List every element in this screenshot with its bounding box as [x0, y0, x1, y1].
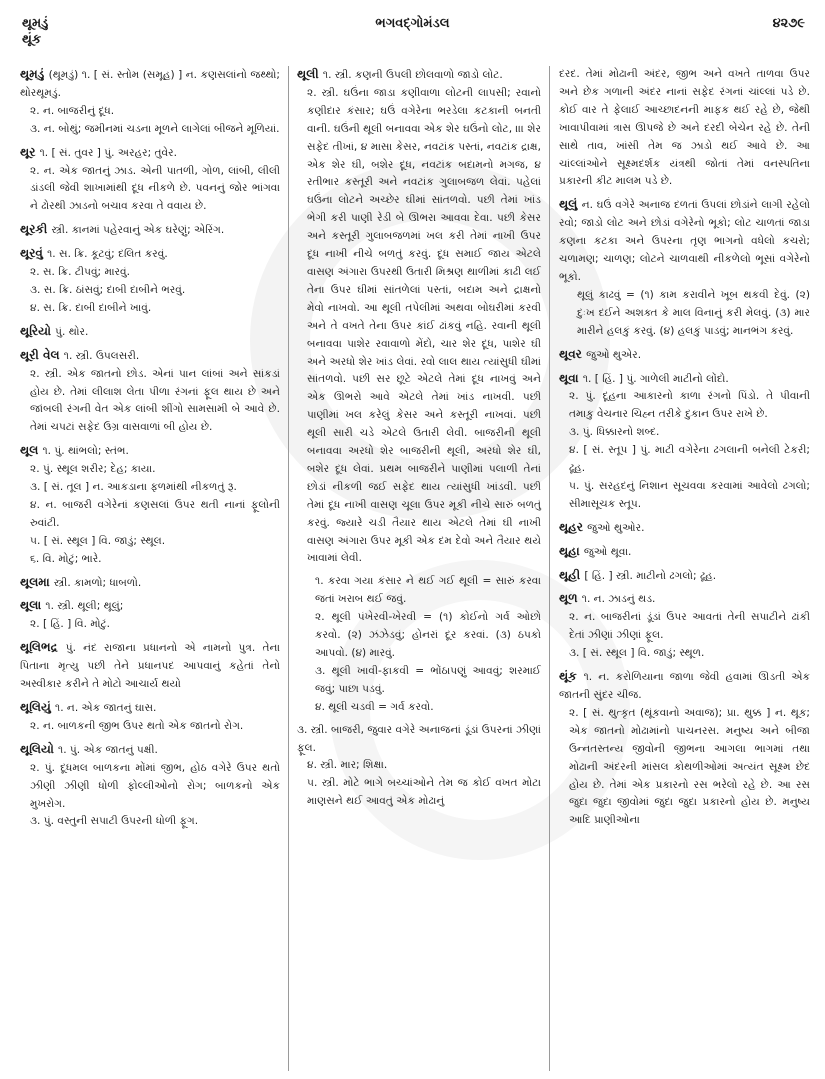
headword: થૂલ [20, 443, 43, 458]
definition-text: [ હિં. ] સ્ત્રી. માટીનો ઢગલો; ઢૂહ. [584, 569, 717, 582]
headword: થૂરી વેલ [20, 347, 64, 362]
sense-text: ૪. ન. બાજરી વગેરેનાં કણસલાં ઉપર થતી નાનાં ફૂલોની રુવાંટી. [30, 498, 280, 529]
definition-text: ૧. સ્ત્રી. થૂલી; થૂલું; [45, 600, 124, 613]
sense-text: ૩. [ સં. સ્થૂલ ] વિ. જાડું; સ્થૂળ. [569, 647, 705, 660]
dictionary-entry [559, 66, 810, 191]
dictionary-entry [20, 597, 280, 634]
sense-text: ૩. પું. વસ્તુની સપાટી ઉપરની ધોળી ફૂગ. [30, 815, 199, 828]
headword: થૂવર [559, 346, 587, 361]
headword: થૂલી [297, 67, 323, 81]
headword: થૂંક [559, 669, 584, 684]
sense-text: ૫. [ સં. સ્થૂલ ] વિ. જાડું; સ્થૂલ. [30, 534, 166, 547]
definition-text: ૩. સ્ત્રી. બાજરી, જુવાર વગેરે અનાજનાં ડૂંડાં ઉપરનાં ઝીણાં ફૂલ. [297, 723, 541, 754]
headword: થૂળ [559, 591, 582, 606]
definition-text: ૧. ન. કરોળિયાના જાળા જેવી હવામાં ઊડતી એક જાતની સુંદર ચીજ. [559, 671, 810, 701]
dictionary-entry [559, 543, 810, 562]
headword: થૂલિયો [20, 741, 58, 756]
definition-text: પું. થોર. [55, 325, 89, 338]
definition-text: ૧. [ હિં. ] પું. ગાળેલી માટીનો લોંદો. [582, 372, 729, 385]
dictionary-entry [297, 573, 541, 716]
sense-text: ૨. પું. દૂહના આકારનો કાળા રંગનો પિંડો. તે પીવાની તમાકુ વેચનાર ચિહ્ન તરીકે દુકાન ઉપર રાખે છે. [569, 390, 810, 421]
definition-text: ૧. ન. એક જાતનું ઘાસ. [55, 702, 157, 714]
headword: થૂરકી [20, 222, 52, 237]
dictionary-entry [559, 370, 810, 514]
dictionary-entry [20, 66, 280, 139]
column-middle [288, 66, 550, 1071]
headword: થૂહા [559, 543, 584, 558]
page-number: ૪૨૭૯ [772, 16, 805, 31]
dictionary-entry [559, 196, 810, 340]
dictionary-entry [559, 590, 810, 663]
definition-text: પું. નંદ રાજાના પ્રધાનનો એ નામનો પુત્ર. તેના પિતાના મૃત્યુ પછી તેને પ્રધાનપદ આપવાનું કહેતાં તેનો અસ્વીકાર કરીને તે મોટો આચાર્ય થયો [20, 642, 281, 691]
sense-text: ૩. સ. ક્રિ. ઠાંસવું; દાબી દાબીને ભરવું. [30, 283, 186, 296]
sense-text: ૫. સ્ત્રી. મોટે ભાગે બચ્ચાંઓને તેમ જ કોઈ વખત મોટા માણસને થઈ આવતું એક મોઢાનું [307, 777, 541, 808]
guide-word-last: થૂંક [22, 32, 42, 47]
definition-text: ૧. પું. એક જાતનું પક્ષી. [58, 743, 158, 756]
sense-text: ૨. સ્ત્રી. એક જાતનો છોડ. એનાં પાન લાંબાં અને સાંકડાં હોય છે. તેમાં લીલાશ લેતા પીળા રંગનાં ફૂલ થાય છે અને જાંબલી રંગની વેત એક લાંબી શીંગો સામસામી બે આવે છે. તેમાં ચપટાં સફેદ ઉગ્ર વાસવાળાં બી હોય છે. [30, 367, 280, 434]
headword: થૂરવું [20, 246, 48, 261]
sense-text: ૩. [ સં. તૂલ ] ન. આકડાના ફળમાંથી નીકળતું રૂ. [30, 481, 237, 494]
definition-text: જુઓ થુએર. [586, 348, 642, 361]
dictionary-entry [20, 347, 280, 438]
definition-text: ૧. ન. ઝાડનું થડ. [581, 593, 656, 606]
dictionary-entry [20, 639, 280, 694]
headword: થૂહી [559, 567, 585, 582]
sense-text: ૨. પું. સ્થૂલ શરીર; દેહ; કાયા. [30, 463, 156, 476]
dictionary-title: ભગવદ્ગોમંડલ [375, 16, 450, 31]
dictionary-entry [20, 442, 280, 568]
idiom-text: થૂલું કાઢવું = (૧) કામ કરાવીને ખૂબ થકવી દેવું. (૨) દુઃખ દઈને અશક્ત કે માલ વિનાનું કરી મેલવું. (૩) માર મારીને હલકું કરવું. (૪) હલકું પાડવું; માનભંગ કરવું. [577, 288, 810, 337]
sense-text: ૨. [ હિં. ] વિ. મોટું. [30, 618, 111, 631]
sense-text: ૪. સ્ત્રી. માર; શિક્ષા. [307, 759, 388, 772]
definition-text: ૧. [ સં. તુવર ] પું. અરહર; તુવેર. [39, 146, 177, 159]
headword: થૂલમા [20, 574, 54, 589]
definition-text: ૧. સ્ત્રી. કણની ઉપલી છોલવાળો જાડો લોટ. [322, 69, 503, 81]
definition-text: સ્ત્રી. કાનમાં પહેરવાનું એક ઘરેણું; એરિંગ. [51, 224, 225, 237]
sense-text: ૨. સ. ક્રિ. ટીપવું; મારવું. [30, 266, 131, 279]
headword: થૂહર [559, 519, 588, 534]
definition-text: દરદ. તેમાં મોઢાની અંદર, જીભ અને વખતે તાળવા ઉપર અને છેક ગળાની અંદર નાનાં સફેદ રંગનાં ચાંલ્લાં પડે છે. કોઈ વાર તે ફેલાઈ આચ્છાદનની માફક થઈ રહે છે, જેથી ખાવાપીવામાં ત્રાસ ઊપજે છે અને દરદી બેચેન રહે છે. તેની સાથે તાવ, ખાંસી તેમ જ ઝાડો થઈ આવે છે. આ ચાંલ્લાંઓને સૂક્ષ્મદર્શક યંત્રથી જોતાં તેમાં વનસ્પતિના પ્રકારની કીટ માલમ પડે છે. [559, 68, 810, 188]
dictionary-entry [20, 699, 280, 736]
headword: થૂવા [559, 370, 583, 385]
idiom-text: ૪. થૂલી ચડવી = ગર્વ કરવો. [315, 700, 434, 713]
headword: થૂર [20, 144, 40, 159]
headword: થૂલું [559, 197, 582, 212]
headword: થૂરિયો [20, 323, 56, 338]
sense-text: ૫. પું. સરહદનું નિશાન સૂચવવા કરવામાં આવેલો ઢગલો; સીમાસૂચક સ્તૂપ. [569, 479, 810, 510]
dictionary-entry [297, 722, 541, 812]
definition-text: જુઓ થુઓર. [587, 521, 645, 534]
sense-text: ૨. સ્ત્રી. ઘઉંના જાડા કણીવાળા લોટની લાપસી; રવાનો કણીદાર કંસાર; ઘઉં વગેરેના ભરડેલા કટકાની બનતી વાની. ઘઉંની થૂલી બનાવવા એક શેર ઘઉંનો લોટ, ।।। શેર સફેદ તીખાં, ૪ માસા કેસર, નવટાંક પસ્તાં, નવટાંક દ્રાક્ષ, એક શેર ઘી, બશેર દૂધ, નવટાંક બદામનો મગજ, ૪ રતીભાર કસ્તૂરી અને નવટાંક ગુલાબજળ લેવાં. પહેલાં ઘઉંના લોટને અચ્છેર ઘીમાં સાંતળવો. પછી તેમાં ખાંડ ભેગી કરી પાણી રેડી બે ઊભરા આવવા દેવા. પછી કેસર અને કસ્તૂરી ગુલાબજળમાં ખલ કરી તેમાં નાખી ઉપર દૂધ નાખી નીચે બળતું કરવું. દૂધ સમાઈ જાય એટલે વાસણ અંગારા ઉપરથી ઉતારી મિશ્રણ થાળીમાં કાઢી લઈ તેના ઉપર ઘીમાં સાંતળેલાં પસ્તાં, બદામ અને દ્રાક્ષનો મેવો નાખવો. આ થૂલી તપેલીમાં અથવા બોઘરીમાં કરવી અને તે વખતે તેના ઉપર કાંઈ ઢાંકવું નહિ. રવાની થૂલી બનાવવા પાશેર રવાવાળો મેંદો, ચાર શેર દૂધ, પાશેર ઘી અને અરધો શેર ખાંડ લેવાં. રવો લાલ થાય ત્યાંસુધી ઘીમાં સાંતળવો. પછી સર છૂટે એટલે તેમાં દૂધ નાખવું અને એક ઊભરો આવે એટલે તેમાં ખાંડ નાખવી. પછી પાણીમાં ખલ કરેલું કેસર અને કસ્તૂરી નાખવાં. પછી થૂલી સારી ચડે એટલે ઉતારી લેવી. બાજરીની થૂલી બનાવવા અરધો શેર બાજરીની થૂલી, અરધો શેર ઘી, બશેર દૂધ લેવાં. પ્રથમ બાજરીને પાણીમાં પલાળી તેનાં છોડાં નીકળી જઈ સફેદ થાય ત્યાંસુધી ખાંડવી. પછી તેમાં દૂધ નાખી વાસણ ચૂલા ઉપર મૂકી નીચે સારું બળતું કરવું. જ્યારે ચડી તૈયાર થાય એટલે તેમાં ઘી નાખી વાસણ અંગારા ઉપર મૂકી એક દમ દેવો અને તૈયાર થયે ખાવામાં લેવી. [307, 86, 541, 565]
sense-text: ૪. [ સં. સ્તૂપ ] પું. માટી વગેરેના ઢગલાની બનેલી ટેકરી; ઢૂહ. [569, 444, 810, 475]
dictionary-entry [559, 668, 810, 830]
dictionary-entry [559, 346, 810, 365]
sense-text: ૩. ન. બોથું; જમીનમાં ચડના મૂળને લાગેલાં બીજને મૂળિયાં. [30, 122, 280, 135]
column-left [20, 66, 288, 1071]
dictionary-entry [20, 574, 280, 593]
definition-text: ૧. સ. ક્રિ. કૂટવું; દલિત કરવું. [47, 248, 168, 261]
sense-text: ૪. સ. ક્રિ. દાબી દાબીને ખાવું. [30, 301, 152, 314]
headword: થૂલિભદ્ર [20, 640, 66, 655]
column-right [550, 66, 810, 1071]
dictionary-entry [20, 221, 280, 240]
dictionary-entry [20, 323, 280, 342]
sense-text: ૬. વિ. મોટું; ભારે. [30, 552, 102, 565]
guide-word-first: થૂમડું [22, 16, 49, 31]
definition-text: (થૂમડું) ૧. [ સં. સ્તોમ (સમૂહ) ] ન. કણસલાંનો જથ્થો; થોરથૂમડું. [20, 69, 280, 99]
dictionary-entry [20, 245, 280, 318]
sense-text: ૨. ન. બાજરીનાં ડૂંડાં ઉપર આવતાં તેની સપાટીને ઢાંકી દેતાં ઝીણાં ઝીણાં ફૂલ. [569, 611, 810, 642]
page-header [0, 0, 825, 47]
definition-text: ૧. પું. થાંભલો; સ્તંભ. [42, 445, 129, 458]
dictionary-entry [20, 741, 280, 832]
dictionary-entry [559, 567, 810, 586]
sense-text: ૨. ન. એક જાતનું ઝાડ. એની પાતળી, ગોળ, લાંબી, લીલી ડાંડલી જેવી શાખામાંથી દૂધ નીકળે છે. પવનનું જોર ભાંગવા ને ઢોરથી ઝાડનો બચાવ કરવા તે વવાય છે. [30, 164, 280, 213]
sense-text: ૨. ન. બાળકની જીભ ઉપર થતો એક જાતનો રોગ. [30, 719, 244, 732]
dictionary-entry [20, 144, 280, 217]
definition-text: ન. ઘઉં વગેરે અનાજ દળતાં ઉપલાં છોડાંને લાગી રહેલો રવો; જાડો લોટ અને છોડાં વગેરેનો ભૂકો; લોટ ચાળતાં જાડા કણના કટકા અને ઉપરના તૃણ ભાગનો વધેલો કચરો; ચળામણ; ચાળણ; લોટને ચાળવાથી નીકળેલો ભૂસાં વગેરેનો ભૂકો. [559, 199, 810, 283]
definition-text: સ્ત્રી. કામળો; ધાબળો. [53, 576, 142, 589]
headword: થૂમડું [20, 67, 49, 81]
dictionary-entry [297, 66, 541, 568]
sense-text: ૨. ન. બાજરીનું દૂધ. [30, 104, 115, 117]
idiom-text: ૧. કરવા ગયા કંસાર ને થઈ ગઈ થૂલી = સારું કરવા જતાં ખરાબ થઈ જવું. [315, 575, 541, 606]
dictionary-entry [559, 519, 810, 538]
sense-text: ૩. પું. ધિક્કારનો શબ્દ. [569, 426, 660, 439]
sense-text: ૨. પું. દૂધમલ બાળકના મોંમાં જીભ, હોઠ વગેરે ઉપર થતો ઝીણી ઝીણી ધોળી ફોલ્લીઓનો રોગ; બાળકનો એક મુખરોગ. [30, 761, 280, 810]
sense-text: ૨. [ સં. થુત્કૃત (થૂંકવાનો અવાજ); પ્રા. થુક્ક ] ન. થૂક; એક જાતનો મોઢામાંનો પાચનરસ. મનુષ્ય અને બીજા ઉન્નતસ્તન્ય જીવોની જીભના આગલા ભાગમાં તથા મોઢાની અંદરની માંસલ કોથળીઓમાં અત્યંત સૂક્ષ્મ છેદ હોય છે. તેમાં એક પ્રકારનો રસ ભરેલો રહે છે. આ રસ જુદા જુદા જીવોમાં જુદા જુદા પ્રકારનો હોય છે. મનુષ્ય આદિ પ્રાણીઓના [569, 706, 810, 827]
dictionary-columns [20, 66, 810, 1071]
headword: થૂલા [20, 598, 46, 613]
headword: થૂલિયું [20, 700, 55, 714]
idiom-text: ૨. થૂલી પંખેરવી-ખેરવી = (૧) કોઈનો ગર્વ ઓછો કરવો. (૨) ઝંઝેડવું; હોનરાં દૂર કરવાં. (૩) ઠપકો આપવો. (૪) મારવું. [315, 611, 541, 659]
definition-text: જુઓ થૂવા. [583, 545, 632, 558]
idiom-text: ૩. થૂલી ખાવી-ફાકવી = ભોંઠાપણું આવવું; શરમાઈ જવું; પાછા પડવું. [315, 664, 541, 695]
definition-text: ૧. સ્ત્રી. ઉપલસરી. [63, 349, 140, 362]
